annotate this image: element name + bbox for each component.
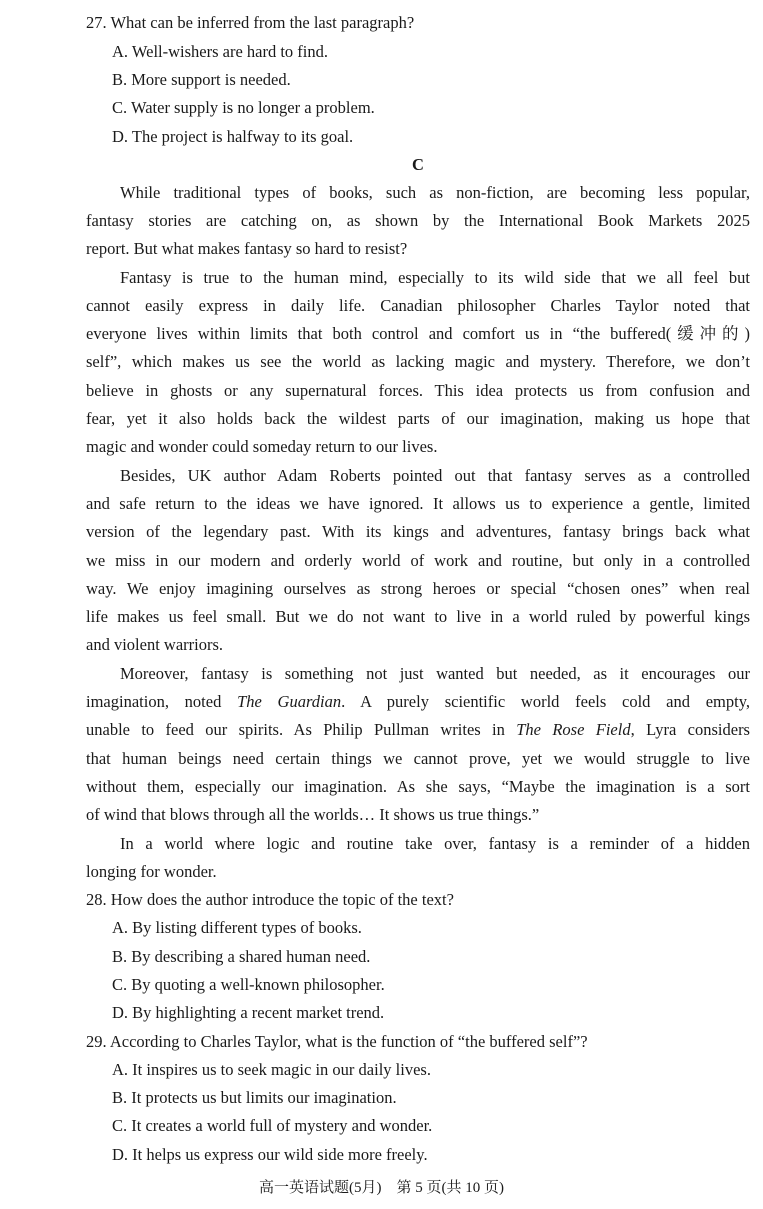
q28-option-d: D. By highlighting a recent market trend. — [112, 1003, 385, 1022]
passage-line: and safe return to the ideas we have ignored. It allows us to experience a gentle, limited — [86, 494, 750, 513]
passage-line: Moreover, fantasy is something not just wanted but needed, as it encourages our — [120, 664, 750, 683]
passage-line: way. We enjoy imagining ourselves as strong heroes or special “chosen ones” when real — [86, 579, 750, 598]
text-span: imagination, noted — [86, 692, 238, 711]
book-title: The Rose Field — [516, 720, 631, 739]
q29-option-d: D. It helps us express our wild side more freely. — [112, 1145, 428, 1164]
page-footer: 高一英语试题(5月) 第 5 页(共 10 页) — [259, 1180, 504, 1196]
text-span: , Lyra considers — [630, 720, 750, 739]
section-label: C — [412, 155, 424, 174]
text-span: unable to feed our spirits. As Philip Pullman writes in — [86, 720, 517, 739]
passage-line: In a world where logic and routine take over, fantasy is a reminder of a hidden — [120, 834, 750, 853]
passage-line: of wind that blows through all the worlds… It shows us true things.” — [86, 805, 540, 824]
passage-line: without them, especially our imagination. As she says, “Maybe the imagination is a sort — [86, 777, 750, 796]
passage-line: life makes us feel small. But we do not want to live in a world ruled by powerful kings — [86, 607, 750, 626]
q27-option-c: C. Water supply is no longer a problem. — [112, 98, 375, 117]
q27-option-b: B. More support is needed. — [112, 70, 291, 89]
passage-line: While traditional types of books, such as non-fiction, are becoming less popular, — [120, 183, 750, 202]
q29-option-a: A. It inspires us to seek magic in our daily lives. — [112, 1060, 431, 1079]
passage-line: longing for wonder. — [86, 862, 217, 881]
publication-title: The Guardian — [237, 692, 342, 711]
passage-line: version of the legendary past. With its kings and adventures, fantasy brings back what — [86, 522, 750, 541]
passage-line — [86, 691, 750, 713]
passage-line: fantasy stories are catching on, as shown by the International Book Markets 2025 — [86, 211, 750, 230]
passage-line: self”, which makes us see the world as lacking magic and mystery. Therefore, we don’t — [86, 352, 750, 371]
q28-option-b: B. By describing a shared human need. — [112, 947, 371, 966]
passage-line: Besides, UK author Adam Roberts pointed out that fantasy serves as a controlled — [120, 466, 750, 485]
q28-option-c: C. By quoting a well-known philosopher. — [112, 975, 385, 994]
q28-option-a: A. By listing different types of books. — [112, 918, 362, 937]
text-span: . A purely scientific world feels cold and empty, — [341, 692, 751, 711]
passage-line: and violent warriors. — [86, 635, 224, 654]
passage-line: Fantasy is true to the human mind, especially to its wild side that we all feel but — [120, 268, 750, 287]
passage-line: cannot easily express in daily life. Canadian philosopher Charles Taylor noted that — [86, 296, 750, 315]
passage-line: we miss in our modern and orderly world of work and routine, but only in a controlled — [86, 551, 750, 570]
q27-option-d: D. The project is halfway to its goal. — [112, 127, 354, 146]
q29-option-c: C. It creates a world full of mystery and wonder. — [112, 1116, 433, 1135]
q27-option-a: A. Well-wishers are hard to find. — [112, 42, 329, 61]
passage-line: report. But what makes fantasy so hard to resist? — [86, 239, 408, 258]
passage-line: magic and wonder could someday return to our lives. — [86, 437, 438, 456]
passage-line: believe in ghosts or any supernatural forces. This idea protects us from confusion and — [86, 381, 750, 400]
q29-option-b: B. It protects us but limits our imagination. — [112, 1088, 397, 1107]
passage-line: fear, yet it also holds back the wildest parts of our imagination, making us hope that — [86, 409, 750, 428]
passage-line: everyone lives within limits that both control and comfort us in “the buffered(缓冲的) — [86, 324, 750, 343]
question-28-stem: 28. How does the author introduce the topic of the text? — [86, 890, 454, 909]
question-29-stem: 29. According to Charles Taylor, what is the function of “the buffered self”? — [86, 1032, 588, 1051]
passage-line: that human beings need certain things we cannot prove, yet we would struggle to live — [86, 749, 750, 768]
passage-line — [86, 719, 750, 741]
question-27-stem: 27. What can be inferred from the last paragraph? — [86, 13, 415, 32]
